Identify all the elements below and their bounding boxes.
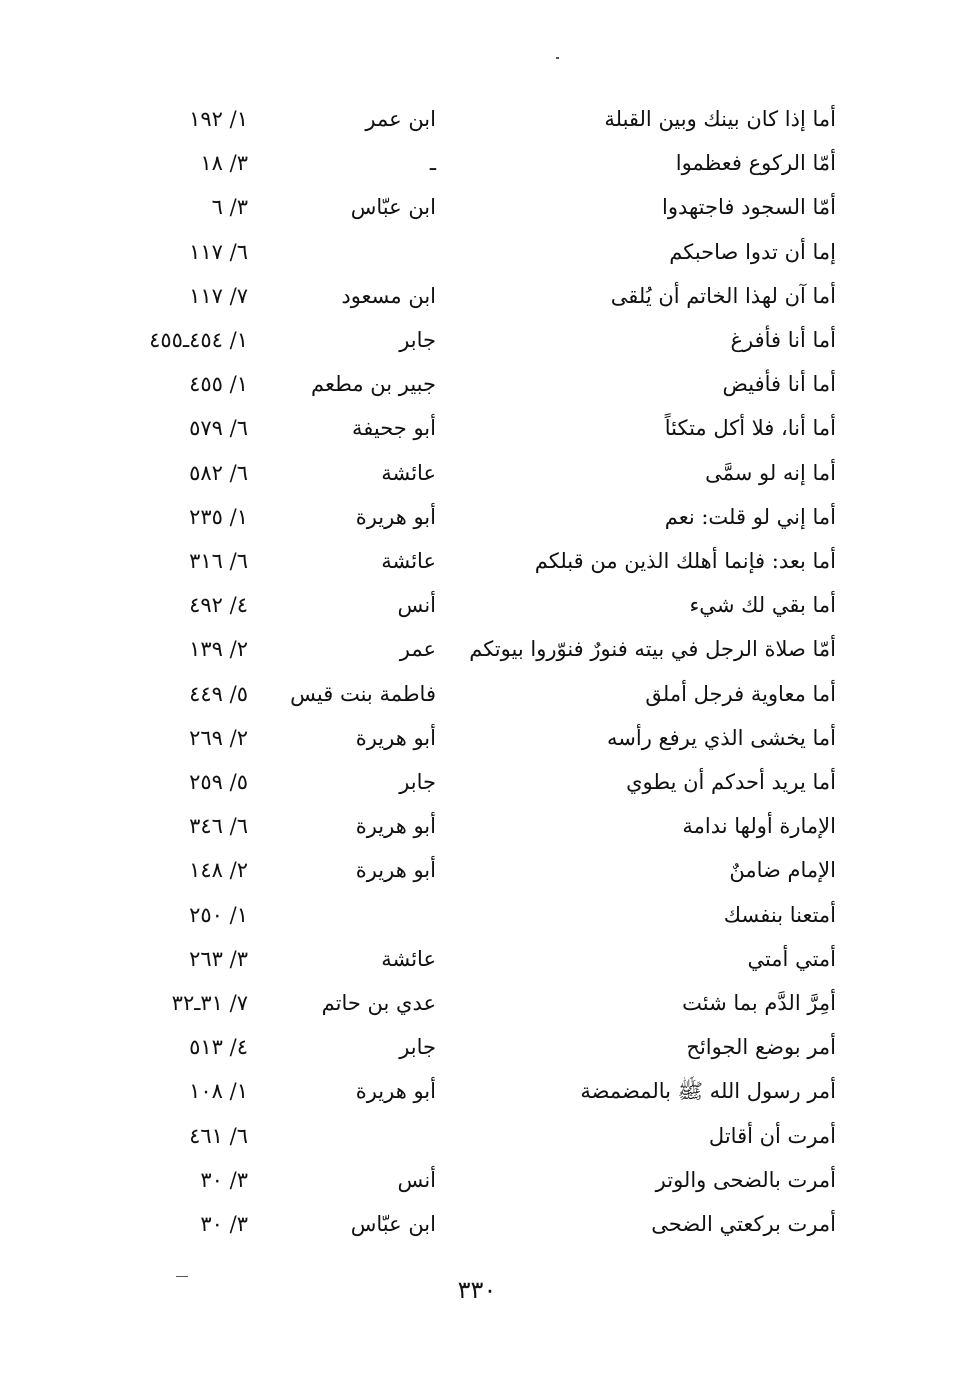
hadith-text: أمّا صلاة الرجل في بيته فنورٌ فنوّروا بيوتكم xyxy=(469,637,836,662)
hadith-text: أمِرَّ الدَّم بما شئت xyxy=(682,991,836,1015)
hadith-text: أما إنه لو سمَّى xyxy=(705,460,836,485)
index-row xyxy=(0,1114,954,1158)
hadith-text: أما إني لو قلت: نعم xyxy=(664,504,836,529)
hadith-text: إما أن تدوا صاحبكم xyxy=(669,239,836,264)
hadith-text: أما معاوية فرجل أملق xyxy=(645,681,836,706)
hadith-text: الإمارة أولها ندامة xyxy=(682,814,836,839)
narrator-name: عمر xyxy=(399,637,436,662)
narrator-name: أنس xyxy=(397,593,436,618)
narrator-name: أبو هريرة xyxy=(355,725,436,750)
narrator-name: أبو هريرة xyxy=(355,1079,436,1104)
index-row xyxy=(0,981,954,1025)
volume-page-reference: ٧/ ٣١ـ٣٢ xyxy=(171,991,248,1015)
hadith-text: أمرت بركعتي الضحى xyxy=(651,1212,836,1236)
hadith-text: أما آن لهذا الخاتم أن يُلقى xyxy=(610,283,836,308)
index-row xyxy=(0,185,954,229)
volume-page-reference: ٢/ ٢٦٩ xyxy=(189,725,248,750)
narrator-name: عائشة xyxy=(381,549,436,573)
narrator-name: فاطمة بنت قيس xyxy=(290,681,436,706)
index-row xyxy=(0,627,954,671)
volume-page-reference: ٥/ ٢٥٩ xyxy=(189,770,248,794)
index-row xyxy=(0,406,954,450)
narrator-name: ـ xyxy=(429,151,436,176)
index-row xyxy=(0,937,954,981)
narrator-name: أبو هريرة xyxy=(355,504,436,529)
index-row xyxy=(0,362,954,406)
volume-page-reference: ٢/ ١٣٩ xyxy=(189,637,248,662)
index-row xyxy=(0,539,954,583)
narrator-name: عائشة xyxy=(381,946,436,971)
index-row xyxy=(0,1069,954,1113)
volume-page-reference: ٧/ ١١٧ xyxy=(189,283,248,308)
volume-page-reference: ١/ ٤٥٥ xyxy=(189,372,248,397)
index-row xyxy=(0,274,954,318)
volume-page-reference: ٦/ ٤٦١ xyxy=(189,1123,248,1148)
hadith-text: أمّا السجود فاجتهدوا xyxy=(662,195,836,220)
volume-page-reference: ١/ ١٠٨ xyxy=(189,1079,248,1104)
hadith-text: الإمام ضامنٌ xyxy=(729,858,836,883)
narrator-name: أبو هريرة xyxy=(355,814,436,839)
volume-page-reference: ٣/ ٦ xyxy=(211,195,248,220)
volume-page-reference: ٦/ ٥٨٢ xyxy=(189,460,248,485)
narrator-name: ابن عمر xyxy=(365,107,436,131)
hadith-text: أما أنا، فلا أكل متكئاً xyxy=(664,416,836,441)
hadith-text: أمّا الركوع فعظموا xyxy=(675,151,836,176)
index-row xyxy=(0,848,954,892)
hadith-text: أمرت أن أقاتل xyxy=(708,1123,836,1148)
volume-page-reference: ١/ ٤٥٤ـ٤٥٥ xyxy=(149,328,248,352)
narrator-name: عائشة xyxy=(381,460,436,485)
volume-page-reference: ٦/ ٣٤٦ xyxy=(189,814,248,839)
hadith-text: أما يريد أحدكم أن يطوي xyxy=(626,770,836,794)
hadith-text: أما بقي لك شيء xyxy=(689,593,836,618)
narrator-name: ابن مسعود xyxy=(341,283,436,308)
narrator-name: أنس xyxy=(397,1167,436,1192)
hadith-text: أما أنا فأفرغ xyxy=(730,328,836,352)
narrator-name: أبو هريرة xyxy=(355,858,436,883)
volume-page-reference: ٢/ ١٤٨ xyxy=(189,858,248,883)
hadith-text: أمر رسول الله ﷺ بالمضمضة xyxy=(580,1079,836,1104)
index-row xyxy=(0,495,954,539)
narrator-name: جابر xyxy=(399,1035,436,1060)
volume-page-reference: ٦/ ١١٧ xyxy=(189,239,248,264)
hadith-text: أمر بوضع الجوائح xyxy=(686,1035,836,1060)
volume-page-reference: ٦/ ٣١٦ xyxy=(189,549,248,573)
index-row xyxy=(0,893,954,937)
volume-page-reference: ١/ ٢٥٠ xyxy=(189,902,248,927)
index-row xyxy=(0,97,954,141)
index-row xyxy=(0,672,954,716)
narrator-name: عدي بن حاتم xyxy=(321,991,436,1015)
narrator-name: أبو جحيفة xyxy=(352,416,436,441)
page-speck xyxy=(556,57,559,59)
volume-page-reference: ٥/ ٤٤٩ xyxy=(189,681,248,706)
volume-page-reference: ٣/ ٣٠ xyxy=(200,1212,248,1236)
index-row xyxy=(0,1158,954,1202)
index-row xyxy=(0,804,954,848)
volume-page-reference: ٣/ ٢٦٣ xyxy=(189,946,248,971)
narrator-name: جابر xyxy=(399,328,436,352)
hadith-text: أما بعد: فإنما أهلك الذين من قبلكم xyxy=(534,549,836,573)
volume-page-reference: ٣/ ١٨ xyxy=(200,151,248,176)
index-row xyxy=(0,230,954,274)
index-row xyxy=(0,1202,954,1246)
hadith-text: أما أنا فأفيض xyxy=(722,372,836,397)
index-row xyxy=(0,716,954,760)
volume-page-reference: ١/ ٢٣٥ xyxy=(189,504,248,529)
volume-page-reference: ١/ ١٩٢ xyxy=(189,107,248,131)
volume-page-reference: ٣/ ٣٠ xyxy=(200,1167,248,1192)
volume-page-reference: ٦/ ٥٧٩ xyxy=(189,416,248,441)
narrator-name: ابن عبّاس xyxy=(350,1212,436,1236)
hadith-text: أمتعنا بنفسك xyxy=(723,902,836,927)
hadith-text: أمرت بالضحى والوتر xyxy=(655,1167,836,1192)
volume-page-reference: ٤/ ٤٩٢ xyxy=(189,593,248,618)
index-row xyxy=(0,1025,954,1069)
volume-page-reference: ٤/ ٥١٣ xyxy=(189,1035,248,1060)
hadith-text: أما إذا كان بينك وبين القبلة xyxy=(604,107,836,131)
hadith-text: أمتي أمتي xyxy=(747,946,836,971)
narrator-name: ابن عبّاس xyxy=(350,195,436,220)
index-row xyxy=(0,451,954,495)
index-row xyxy=(0,318,954,362)
narrator-name: جابر xyxy=(399,770,436,794)
page-number: ٣٣٠ xyxy=(457,1276,497,1304)
narrator-name: جبير بن مطعم xyxy=(310,372,436,397)
index-row xyxy=(0,760,954,804)
index-row xyxy=(0,141,954,185)
hadith-text: أما يخشى الذي يرفع رأسه xyxy=(607,725,836,750)
index-row xyxy=(0,583,954,627)
